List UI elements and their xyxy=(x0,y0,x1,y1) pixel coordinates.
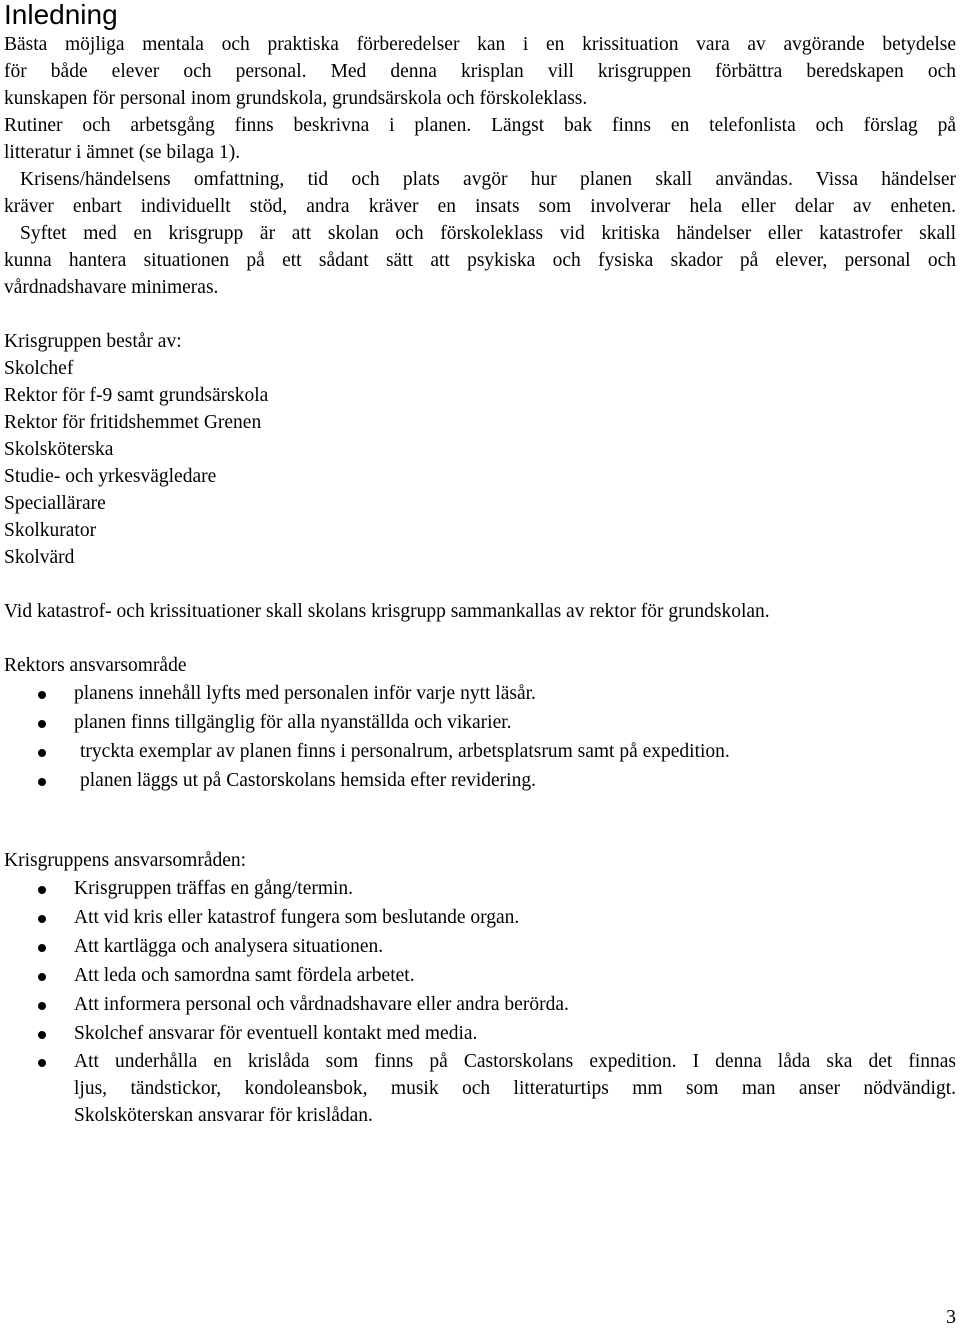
group-item: Skolchef ansvarar för eventuell kontakt med media. xyxy=(74,1023,478,1044)
member-item: Skolvärd xyxy=(4,547,75,568)
convene-text: Vid katastrof- och krissituationer skall skolans krisgrupp sammankallas av rektor för grundskolan. xyxy=(4,601,770,622)
group-item: Att kartlägga och analysera situationen. xyxy=(74,936,384,957)
intro-line: kunskapen för personal inom grundskola, grundsärskola och förskoleklass. xyxy=(4,88,588,109)
intro-line: Krisens/händelsens omfattning, tid och plats avgör hur planen skall användas. Vissa händelser xyxy=(20,169,956,190)
intro-line: litteratur i ämnet (se bilaga 1). xyxy=(4,142,241,163)
bullet-icon xyxy=(38,944,46,952)
intro-line: för både elever och personal. Med denna krisplan vill krisgruppen förbättra beredskapen och xyxy=(4,61,956,82)
bullet-icon xyxy=(38,778,46,786)
bullet-icon xyxy=(38,720,46,728)
intro-line: Rutiner och arbetsgång finns beskrivna i planen. Längst bak finns en telefonlista och förslag på xyxy=(4,115,956,136)
intro-line: kräver enbart individuellt stöd, andra kräver en insats som involverar hela eller delar av enheten. xyxy=(4,196,956,217)
bullet-icon xyxy=(38,973,46,981)
bullet-icon xyxy=(38,1002,46,1010)
intro-line: Bästa möjliga mentala och praktiska förberedelser kan i en krissituation vara av avgörande betydelse xyxy=(4,34,956,55)
rektor-item: planen läggs ut på Castorskolans hemsida efter revidering. xyxy=(80,770,536,791)
rektor-heading: Rektors ansvarsområde xyxy=(4,655,187,676)
intro-line: kunna hantera situationen på ett sådant sätt att psykiska och fysiska skador på elever, personal och xyxy=(4,250,956,271)
bullet-icon xyxy=(38,1031,46,1039)
group-item: Att leda och samordna samt fördela arbetet. xyxy=(74,965,415,986)
rektor-item: planens innehåll lyfts med personalen inför varje nytt läsår. xyxy=(74,683,536,704)
bullet-icon xyxy=(38,915,46,923)
page-heading: Inledning xyxy=(4,0,118,30)
rektor-item: planen finns tillgänglig för alla nyanställda och vikarier. xyxy=(74,712,512,733)
member-item: Skolkurator xyxy=(4,520,97,541)
group-item: Krisgruppen träffas en gång/termin. xyxy=(74,878,354,899)
group-item: Att informera personal och vårdnadshavare eller andra berörda. xyxy=(74,994,569,1015)
group-item-line: ljus, tändstickor, kondoleansbok, musik och litteraturtips mm som man anser nödvändigt. xyxy=(74,1078,956,1099)
intro-line: vårdnadshavare minimeras. xyxy=(4,277,219,298)
member-item: Studie- och yrkesvägledare xyxy=(4,466,217,487)
bullet-icon xyxy=(38,749,46,757)
member-item: Skolsköterska xyxy=(4,439,114,460)
group-resp-heading: Krisgruppens ansvarsområden: xyxy=(4,850,247,871)
bullet-icon xyxy=(38,691,46,699)
member-item: Rektor för f-9 samt grundsärskola xyxy=(4,385,269,406)
rektor-item: tryckta exemplar av planen finns i personalrum, arbetsplatsrum samt på expedition. xyxy=(80,741,730,762)
group-item-line: Att underhålla en krislåda som finns på Castorskolans expedition. I denna låda ska det finnas xyxy=(74,1051,956,1072)
bullet-icon xyxy=(38,1059,46,1067)
member-item: Rektor för fritidshemmet Grenen xyxy=(4,412,262,433)
group-heading: Krisgruppen består av: xyxy=(4,331,182,352)
bullet-icon xyxy=(38,886,46,894)
member-item: Speciallärare xyxy=(4,493,106,514)
intro-line: Syftet med en krisgrupp är att skolan och förskoleklass vid kritiska händelser eller katastrofer skall xyxy=(20,223,956,244)
group-item: Att vid kris eller katastrof fungera som beslutande organ. xyxy=(74,907,520,928)
group-item-line: Skolsköterskan ansvarar för krislådan. xyxy=(74,1105,373,1126)
member-item: Skolchef xyxy=(4,358,74,379)
page-number: 3 xyxy=(946,1306,956,1328)
